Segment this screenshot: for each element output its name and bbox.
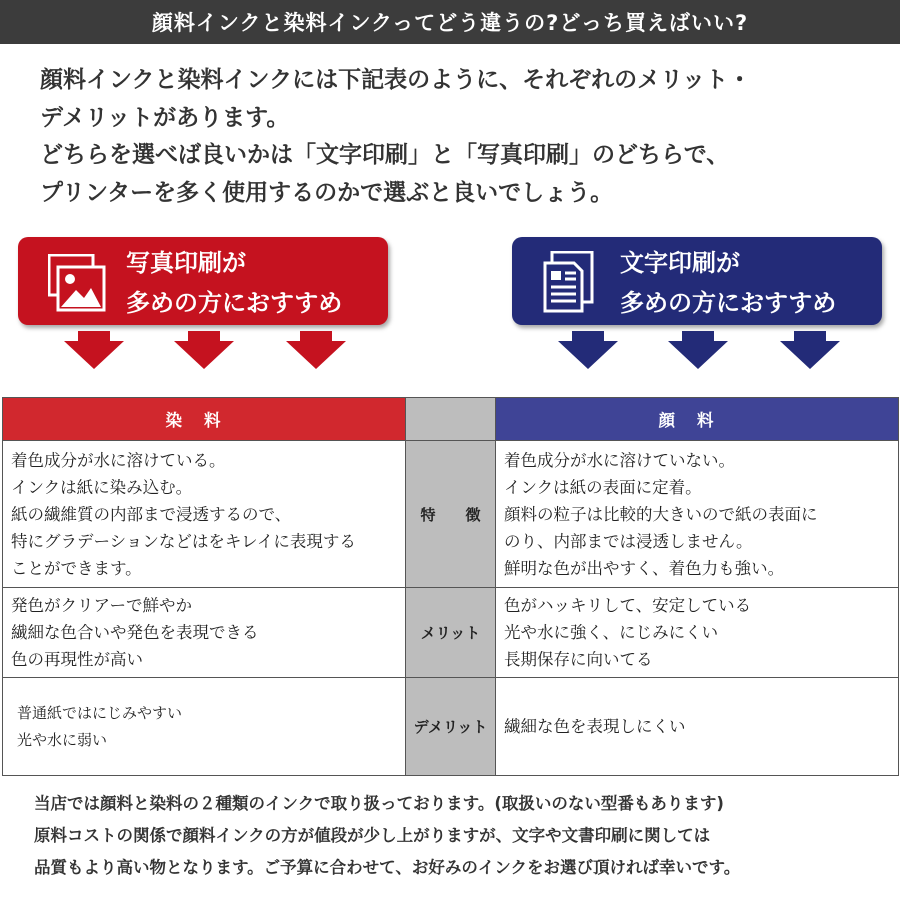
table-row <box>3 441 899 588</box>
cell-line: 発色がクリアーで鮮やか <box>11 596 193 615</box>
footer-line: 品質もより高い物となります。ご予算に合わせて、お好みのインクをお選び頂ければ幸いです。 <box>34 858 741 877</box>
document-icon <box>542 251 596 313</box>
dye-merits-cell <box>3 588 406 678</box>
pigment-demerits-cell <box>496 678 899 776</box>
text-banner-line2: 多めの方におすすめ <box>620 289 837 317</box>
cell-line: 光や水に強く、にじみにくい <box>504 623 719 642</box>
table-row <box>3 588 899 678</box>
red-arrow-down-icon <box>284 331 348 369</box>
cell-line: 色がハッキリして、安定している <box>504 596 752 615</box>
red-arrow-down-icon <box>62 331 126 369</box>
cell-line: 着色成分が水に溶けている。 <box>11 450 226 470</box>
pigment-header: 顔料 <box>496 398 899 441</box>
text-recommend-banner <box>512 237 882 325</box>
table-row <box>3 678 899 776</box>
dye-demerits-cell <box>3 678 406 776</box>
cell-line: 光や水に弱い <box>17 730 108 749</box>
cell-line: 長期保存に向いてる <box>504 650 653 669</box>
blue-arrow-down-icon <box>778 331 842 369</box>
cell-line: インクは紙の表面に定着。 <box>504 477 702 497</box>
intro-line: 顔料インクと染料インクには下記表のように、それぞれのメリット・ <box>40 67 752 93</box>
footer-line: 当店では顔料と染料の２種類のインクで取り扱っております。(取扱いのない型番もあります) <box>34 794 724 813</box>
cell-line: のり、内部までは浸透しません。 <box>504 531 753 551</box>
cell-line: 着色成分が水に溶けていない。 <box>504 450 735 470</box>
blue-arrow-down-icon <box>556 331 620 369</box>
header-title: 顔料インクと染料インクってどう違うの?どっち買えばいい? <box>151 11 749 35</box>
ink-comparison-table <box>2 397 899 776</box>
red-arrow-down-icon <box>172 331 236 369</box>
middle-header <box>406 398 496 441</box>
pigment-features-cell <box>496 441 899 588</box>
cell-line: ことができます。 <box>11 558 142 578</box>
intro-text <box>40 62 880 212</box>
cell-line: 普通紙ではにじみやすい <box>17 703 183 722</box>
pigment-merits-cell <box>496 588 899 678</box>
demerits-label: デメリット <box>406 678 496 776</box>
text-banner-line1: 文字印刷が <box>620 249 740 277</box>
intro-line: デメリットがあります。 <box>40 104 290 131</box>
dye-features-cell <box>3 441 406 588</box>
photo-icon <box>48 254 106 312</box>
cell-line: インクは紙に染み込む。 <box>11 477 193 497</box>
features-label: 特 徴 <box>406 441 496 588</box>
cell-line: 繊細な色合いや発色を表現できる <box>11 623 259 642</box>
intro-line: どちらを選べば良いかは「文字印刷」と「写真印刷」のどちらで、 <box>40 142 730 168</box>
blue-arrow-down-icon <box>666 331 730 369</box>
photo-banner-text <box>126 243 342 323</box>
text-banner-text <box>620 243 836 323</box>
merits-label: メリット <box>406 588 496 678</box>
page-header <box>0 0 900 44</box>
cell-line: 繊細な色を表現しにくい <box>504 717 686 736</box>
intro-line: プリンターを多く使用するのかで選ぶと良いでしょう。 <box>40 179 614 206</box>
dye-header: 染料 <box>3 398 406 441</box>
cell-line: 鮮明な色が出やすく、着色力も強い。 <box>504 558 785 578</box>
cell-line: 顔料の粒子は比較的大きいので紙の表面に <box>504 504 818 524</box>
cell-line: 色の再現性が高い <box>11 650 143 669</box>
photo-banner-line2: 多めの方におすすめ <box>126 289 343 317</box>
footer-line: 原料コストの関係で顔料インクの方が値段が少し上がりますが、文字や文書印刷に関しては <box>34 826 711 845</box>
cell-line: 特にグラデーションなどはをキレイに表現する <box>11 531 356 551</box>
photo-recommend-banner <box>18 237 388 325</box>
footer-notes <box>34 788 884 884</box>
cell-line: 紙の繊維質の内部まで浸透するので、 <box>11 504 292 524</box>
photo-banner-line1: 写真印刷が <box>126 249 246 277</box>
